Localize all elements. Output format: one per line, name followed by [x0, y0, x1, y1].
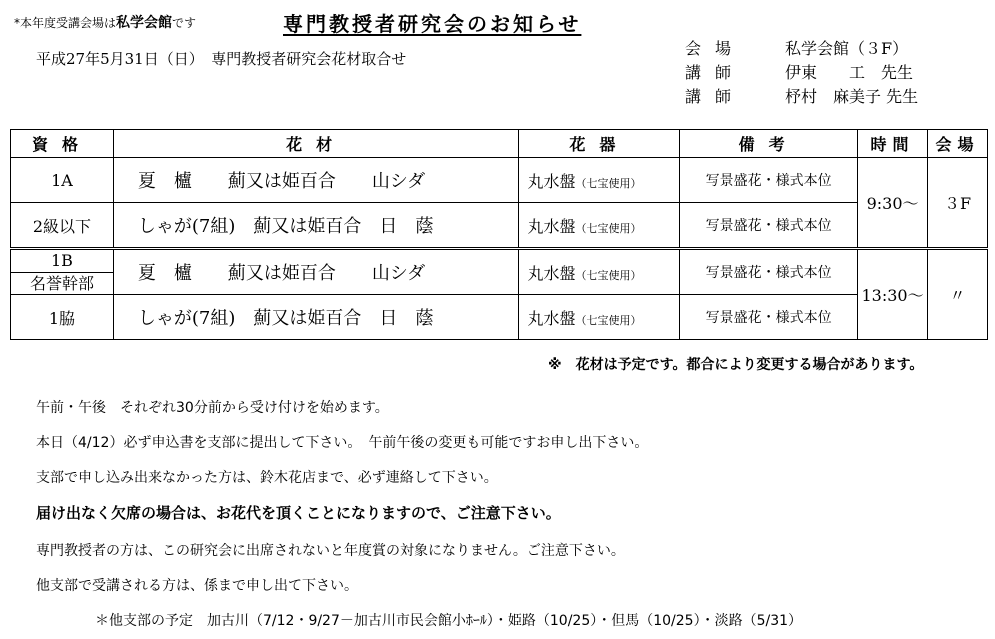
other-branch-schedule: ＊他支部の予定 加古川（7/12・9/27－加古川市民会館小ﾎｰﾙ）・姫路（10/25）・但馬（10/25）・淡路（5/31） [95, 613, 803, 629]
header-notes: 備考 [680, 130, 858, 158]
grade-top: 1B [11, 250, 113, 273]
info-venue [685, 36, 908, 59]
table-row [11, 249, 988, 295]
header-grade: 資格 [11, 130, 114, 158]
header-time: 時間 [858, 130, 928, 158]
vessel-cell [519, 249, 680, 295]
venue-note-prefix: *本年度受講会場は [14, 16, 117, 30]
schedule-table [10, 129, 988, 340]
vessel-name: 丸水盤 [527, 216, 576, 236]
info-value: 私学会館（３F） [785, 39, 909, 58]
vessel-note: （七宝使用） [575, 268, 642, 282]
date-line: 平成27年5月31日（日） 専門教授者研究会花材取合せ [36, 50, 407, 68]
materials-cell: 夏 櫨 薊又は姫百合 山シダ [113, 249, 519, 295]
vessel-name: 丸水盤 [527, 171, 576, 191]
vessel-note: （七宝使用） [575, 221, 642, 235]
table-row [11, 158, 988, 203]
notes-cell: 写景盛花・様式本位 [680, 249, 858, 295]
vessel-cell [519, 203, 680, 249]
info-value: 杼村 麻美子 先生 [785, 87, 919, 106]
vessel-cell [519, 158, 680, 203]
materials-cell: しゃが(7組) 薊又は姫百合 日 蔭 [113, 203, 519, 249]
info-key: 講師 [685, 87, 746, 106]
notes-cell: 写景盛花・様式本位 [680, 158, 858, 203]
remark-note: ※ 花材は予定です。都合により変更する場合があります。 [548, 357, 924, 373]
venue-cell: 〃 [928, 249, 988, 340]
page-title: 専門教授者研究会のお知らせ [283, 12, 582, 36]
info-instructor-1 [685, 60, 913, 83]
info-key: 講師 [685, 63, 746, 82]
header-vessel: 花器 [519, 130, 680, 158]
grade-bottom: 名誉幹部 [29, 274, 94, 293]
notice-line: 他支部で受講される方は、係まで申し出て下さい。 [36, 578, 358, 594]
table-row [11, 203, 988, 249]
vessel-name: 丸水盤 [527, 263, 576, 283]
info-value: 伊東 工 先生 [785, 63, 914, 82]
table-header-row [11, 130, 988, 158]
grade-cell: 1脇 [11, 295, 114, 340]
notes-cell: 写景盛花・様式本位 [680, 295, 858, 340]
notice-line-warning: 届け出なく欠席の場合は、お花代を頂くことになりますので、ご注意下さい。 [36, 504, 561, 522]
venue-note-suffix: です [172, 16, 197, 30]
venue-note [14, 12, 196, 32]
materials-cell: 夏 櫨 薊又は姫百合 山シダ [113, 158, 519, 203]
table-row [11, 295, 988, 340]
time-cell: 9:30～ [858, 158, 928, 249]
time-cell: 13:30～ [858, 249, 928, 340]
vessel-cell [519, 295, 680, 340]
notes-cell: 写景盛花・様式本位 [680, 203, 858, 249]
venue-note-venue: 私学会館 [116, 15, 173, 31]
info-instructor-2 [685, 84, 918, 107]
grade-cell: 1A [11, 158, 114, 203]
notice-line: 午前・午後 それぞれ30分前から受け付けを始めます。 [36, 400, 389, 416]
vessel-note: （七宝使用） [575, 313, 642, 327]
grade-cell: 2級以下 [11, 203, 114, 249]
materials-cell: しゃが(7組) 薊又は姫百合 日 蔭 [113, 295, 519, 340]
notice-line: 支部で申し込み出来なかった方は、鈴木花店まで、必ず連絡して下さい。 [36, 470, 498, 486]
notice-line: 専門教授者の方は、この研究会に出席されないと年度賞の対象になりません。ご注意下さい。 [36, 543, 625, 559]
header-venue: 会場 [928, 130, 988, 158]
notice-line: 本日（4/12）必ず申込書を支部に提出して下さい。 午前午後の変更も可能ですお申し出下さい。 [36, 435, 649, 451]
info-key: 会場 [685, 39, 746, 58]
vessel-name: 丸水盤 [527, 308, 576, 328]
grade-cell-split [11, 249, 114, 295]
vessel-note: （七宝使用） [575, 176, 642, 190]
venue-cell: ３F [928, 158, 988, 249]
header-materials: 花材 [113, 130, 519, 158]
